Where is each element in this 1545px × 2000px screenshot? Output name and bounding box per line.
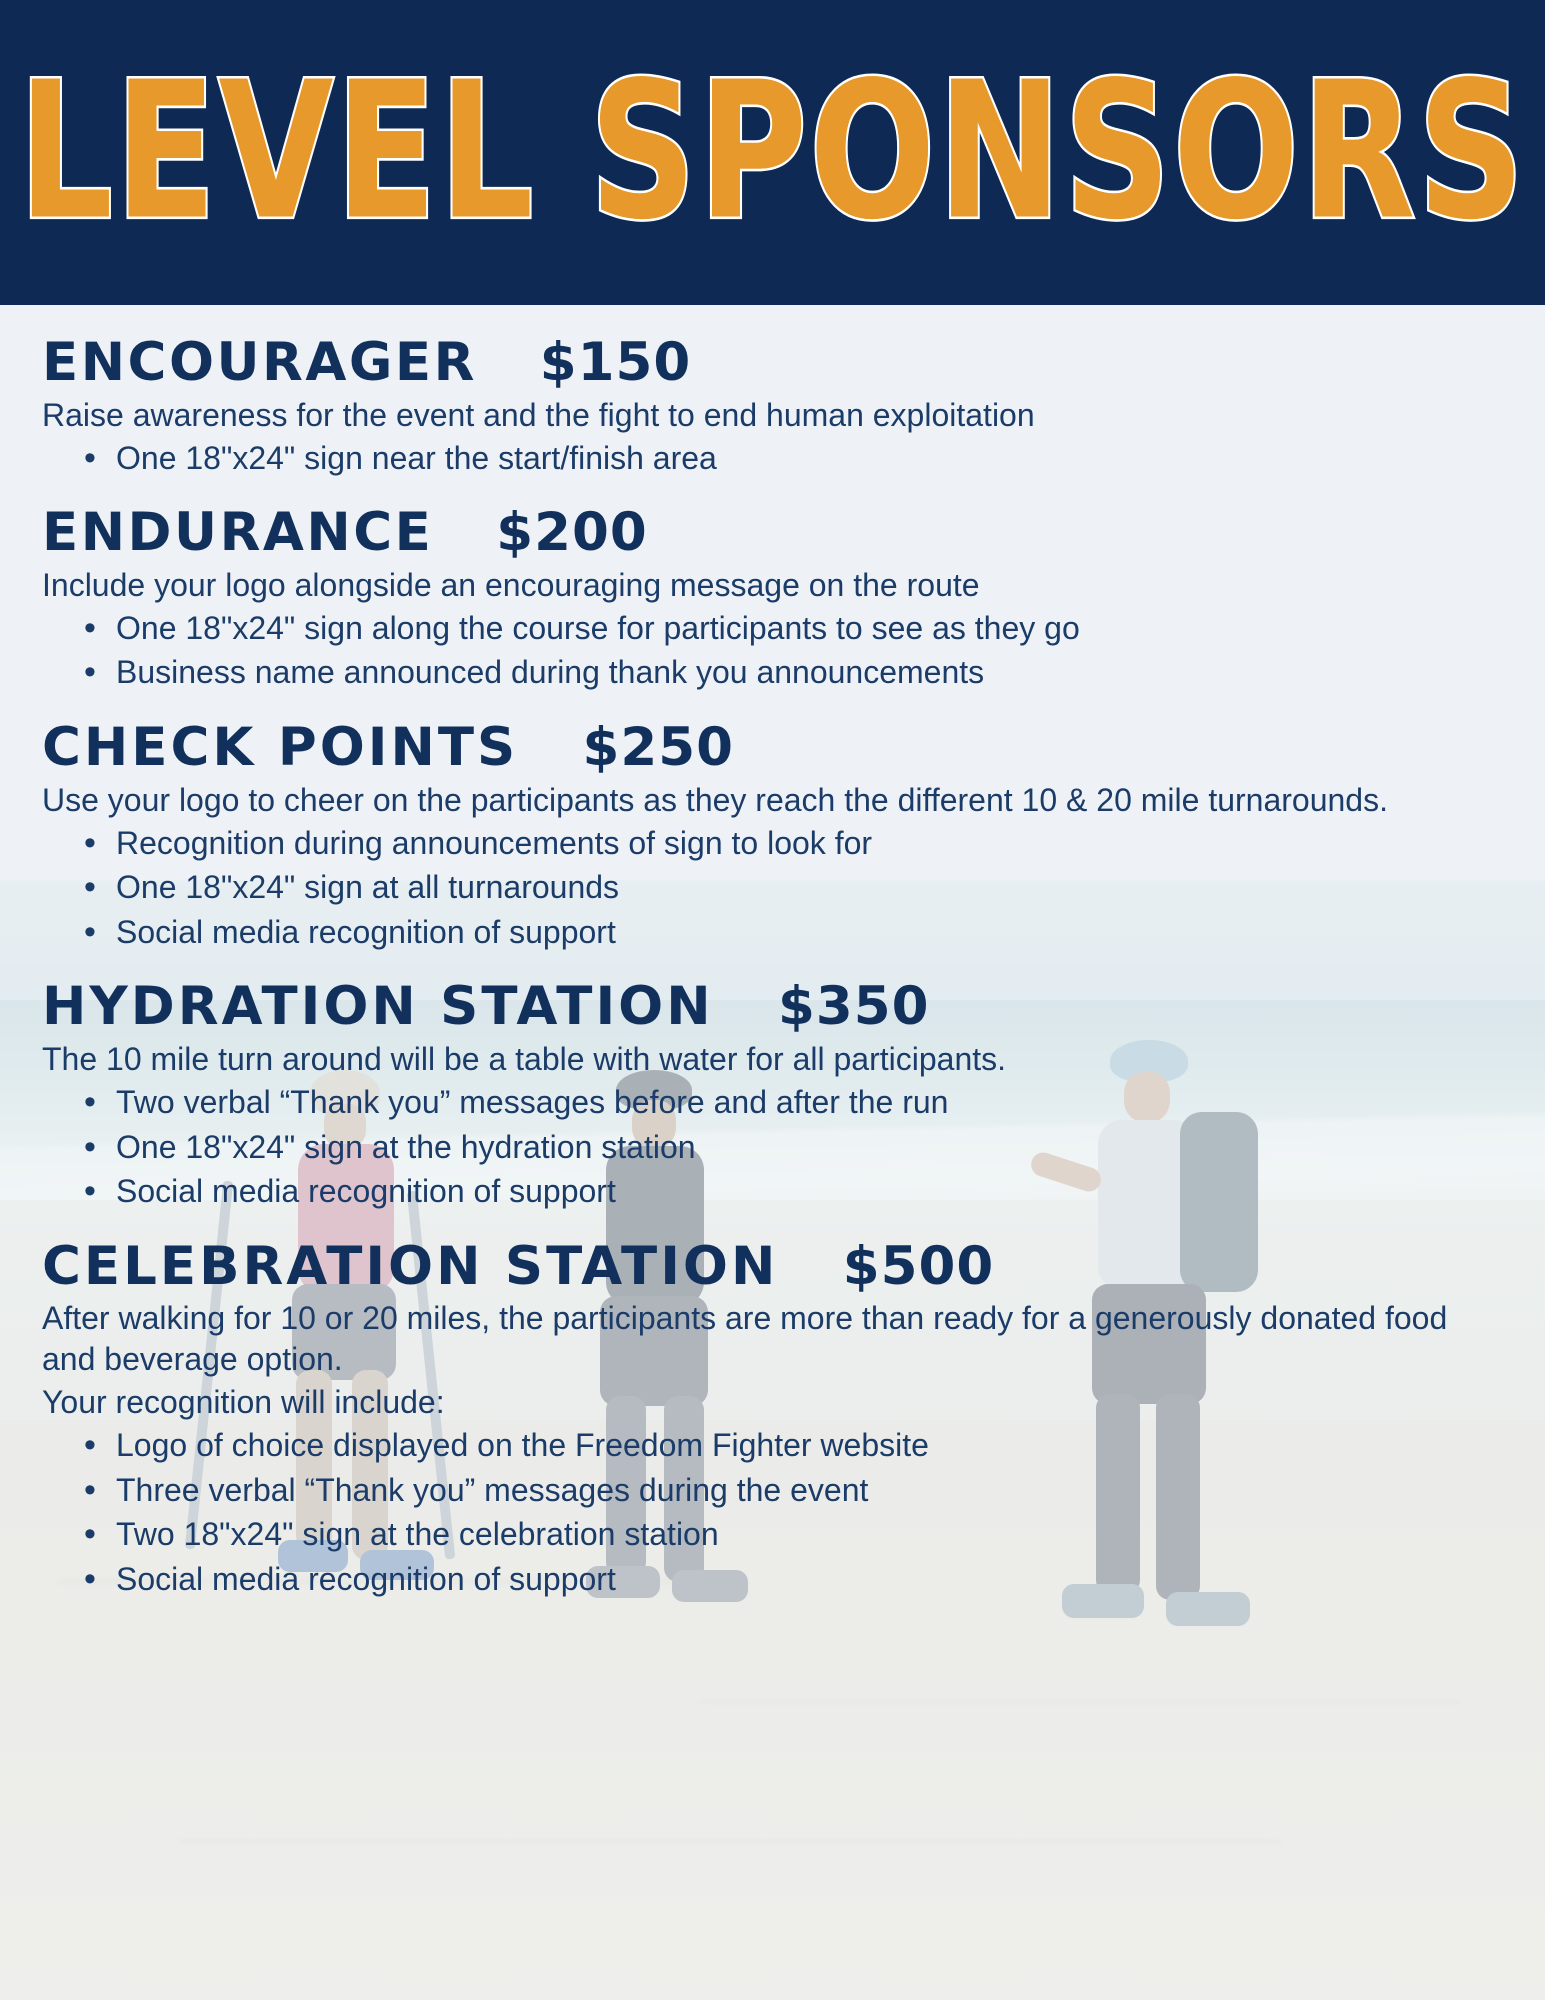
tier-amount: $150 bbox=[539, 332, 692, 393]
sponsor-tier-encourager bbox=[42, 332, 1501, 479]
tier-name: HYDRATION STATION bbox=[42, 976, 714, 1038]
tier-heading bbox=[42, 976, 1501, 1038]
list-item: • One 18"x24" sign along the course for participants to see as they go bbox=[116, 608, 1501, 650]
sponsor-levels-content bbox=[0, 305, 1545, 1601]
list-item: • Social media recognition of support bbox=[116, 1559, 1501, 1601]
tier-benefit-list bbox=[42, 608, 1501, 694]
list-item: • Business name announced during thank you announcements bbox=[116, 652, 1501, 694]
tier-heading bbox=[42, 716, 1501, 778]
tier-benefit-list bbox=[42, 438, 1501, 480]
tier-heading bbox=[42, 1235, 1501, 1297]
tier-name: CHECK POINTS bbox=[42, 716, 519, 778]
list-item: • One 18"x24" sign at the hydration station bbox=[116, 1127, 1501, 1169]
tier-name: ENCOURAGER bbox=[42, 332, 477, 393]
sponsor-tier-endurance bbox=[42, 502, 1501, 694]
tier-description: After walking for 10 or 20 miles, the participants are more than ready for a generously donated food and beverage option. bbox=[42, 1300, 1448, 1378]
list-item: • Social media recognition of support bbox=[116, 912, 1501, 954]
list-item: • Two verbal “Thank you” messages before and after the run bbox=[116, 1082, 1501, 1124]
tier-description: Raise awareness for the event and the fight to end human exploitation bbox=[42, 396, 1035, 433]
list-item: • Recognition during announcements of sign to look for bbox=[116, 823, 1501, 865]
sponsor-tier-check-points bbox=[42, 716, 1501, 953]
list-item: • One 18"x24" sign near the start/finish area bbox=[116, 438, 1501, 480]
list-item: • Logo of choice displayed on the Freedom Fighter website bbox=[116, 1425, 1501, 1467]
tier-benefit-list bbox=[42, 1425, 1501, 1600]
tier-name: ENDURANCE bbox=[42, 502, 434, 564]
tier-description-secondary: Your recognition will include: bbox=[42, 1384, 445, 1421]
tier-amount: $500 bbox=[842, 1235, 995, 1297]
page-title: LEVEL SPONSORS bbox=[18, 41, 1527, 262]
header-banner bbox=[0, 0, 1545, 305]
tier-amount: $350 bbox=[777, 976, 930, 1038]
tier-description: The 10 mile turn around will be a table with water for all participants. bbox=[42, 1040, 1007, 1077]
tier-amount: $250 bbox=[582, 716, 735, 778]
tier-name: CELEBRATION STATION bbox=[42, 1235, 779, 1297]
list-item: • Social media recognition of support bbox=[116, 1171, 1501, 1213]
sponsor-tier-celebration-station bbox=[42, 1235, 1501, 1601]
list-item: • One 18"x24" sign at all turnarounds bbox=[116, 867, 1501, 909]
list-item: • Two 18"x24" sign at the celebration station bbox=[116, 1514, 1501, 1556]
sponsor-tier-hydration-station bbox=[42, 976, 1501, 1212]
tier-benefit-list bbox=[42, 823, 1501, 954]
list-item: • Three verbal “Thank you” messages during the event bbox=[116, 1470, 1501, 1512]
tier-heading bbox=[42, 332, 1501, 393]
tier-description: Include your logo alongside an encouraging message on the route bbox=[42, 566, 980, 603]
tier-benefit-list bbox=[42, 1082, 1501, 1213]
tier-amount: $200 bbox=[496, 502, 648, 564]
tier-heading bbox=[42, 502, 1501, 564]
tier-description: Use your logo to cheer on the participants as they reach the different 10 & 20 mile turnarounds. bbox=[42, 781, 1388, 818]
